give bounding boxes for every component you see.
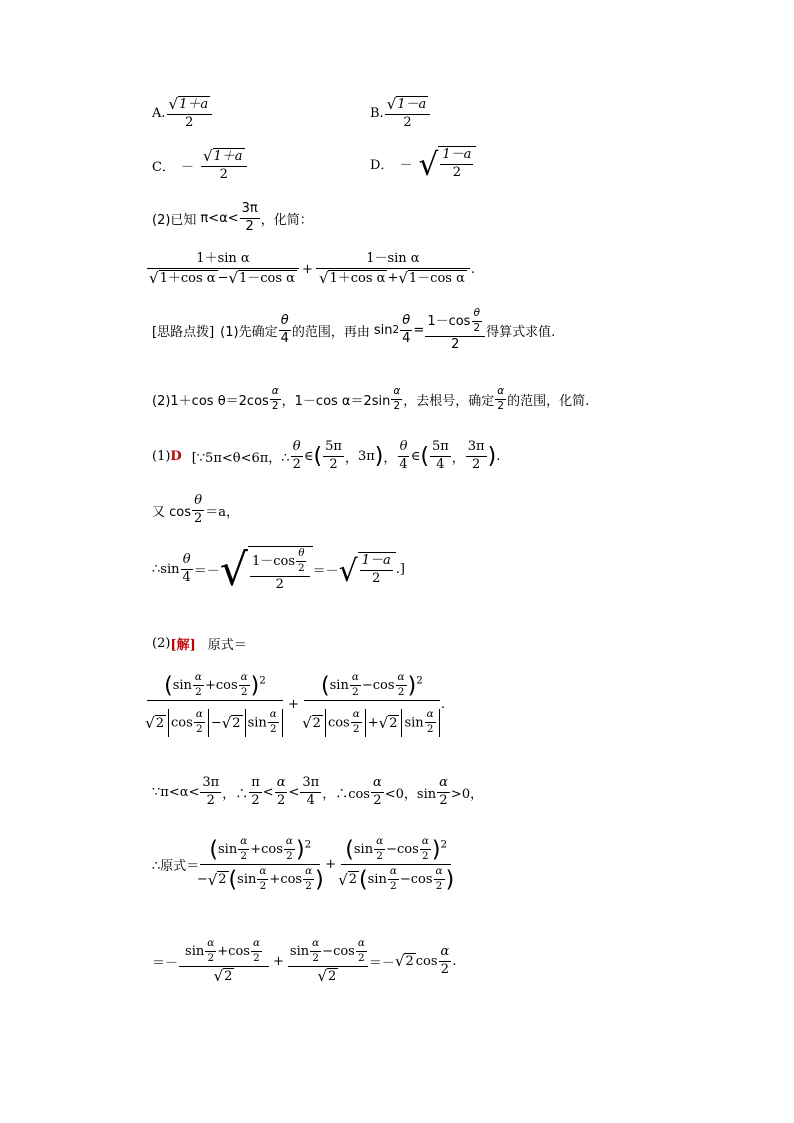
solution-1-line-2: 又 cos θ 2 ＝a， xyxy=(152,493,240,526)
option-d-sqrt: √ $\frac{1-a}{2}$ xyxy=(418,146,476,181)
option-c: C． － √ 1＋a 2 xyxy=(152,148,248,183)
option-d: D． － √ $\frac{1-a}{2}$ xyxy=(370,146,476,181)
solution-1-line-3: ∴sin θ 4 ＝－ √ 1－cos $\frac{\theta}{2}$ 2 ＝－ √ $\frac{1-a}{2}$ .] xyxy=(152,544,405,596)
answer-badge: D xyxy=(170,448,182,464)
question-2-condition: (2)已知 π<α< 3π 2 ，化简： xyxy=(152,201,313,234)
hint-line-2: (2)1＋cos θ＝2cos α 2 ，1－cos α＝2sin α 2 ，去根号，确定 α 2 的范围，化简. xyxy=(152,385,590,412)
solution-2-expression-1: (sin $\frac{\alpha}{2}$ +cos $\frac{\alpha}{2}$ )$^2$ √ 2 cos $\frac{\alpha}{2}$ − √ 2 sin $\frac{\alpha}{2}$ + (sin $\frac{\alpha}{2}$ −cos $\frac{\alpha}{2}$ )$^2$ √ 2 cos $\frac{\alpha}{2}$ + √ 2 sin $\frac{\alpha}{2}$ . xyxy=(145,671,446,736)
solution-2-heading: (2) [解] 原式＝ xyxy=(152,636,247,653)
option-b-label: B. xyxy=(370,105,384,121)
option-c-label: C． xyxy=(152,159,175,175)
solution-2-final: ＝－ sin $\frac{\alpha}{2}$ +cos $\frac{\alpha}{2}$ √ 2 + sin $\frac{\alpha}{2}$ −cos $\frac{\alpha}{2}$ √ 2 ＝－ √ 2 cos α 2 . xyxy=(152,937,457,986)
hint-line-1: [思路点拨] (1)先确定 θ 4 的范围，再由 sin 2 $\frac{\theta}{4}$ = 1－cos $\frac{\theta}{2}$ 2 得算式求值. xyxy=(152,307,556,352)
option-a-label: A. xyxy=(152,105,166,121)
option-b xyxy=(370,96,431,131)
question-2-expression: 1＋sin α √ 1＋cos α − √ 1－cos α + 1－sin α √ 1＋cos α + √ 1－cos α . xyxy=(146,252,475,287)
solution-2-range: ∵π<α< 3π 2 ，∴ π 2 < α 2 < 3π 4 ，∴cos α 2 <0，sin α 2 >0， xyxy=(152,775,484,808)
solution-1-line-1: (1) D [∵5π<θ<6π，∴ θ 2 ∈ ( 5π 2 ， 3π ) ， θ 4 ∈ ( 5π 4 ， 3π 2 ) . xyxy=(152,439,501,472)
option-d-label: D． xyxy=(370,157,394,173)
option-b-fraction: √ 1－a 2 xyxy=(385,96,431,131)
option-c-fraction: √ 1＋a 2 xyxy=(201,148,247,183)
jie-label: [解] xyxy=(170,638,196,653)
solution-2-expression-2: ∴原式＝ (sin $\frac{\alpha}{2}$ +cos $\frac{\alpha}{2}$ )$^2$ − √ 2 (sin $\frac{\alpha}{2}$ +cos $\frac{\alpha}{2}$ ) + (sin $\frac{\alpha}{2}$ −cos $\frac{\alpha}{2}$ )$^2$ √ 2 (sin $\frac{\alpha}{2}$ −cos $\frac{\alpha}{2}$ ) xyxy=(152,835,455,893)
hint-label: [思路点拨] xyxy=(152,324,215,340)
option-a xyxy=(152,96,213,131)
option-a-fraction: √ 1＋a 2 xyxy=(167,96,213,131)
